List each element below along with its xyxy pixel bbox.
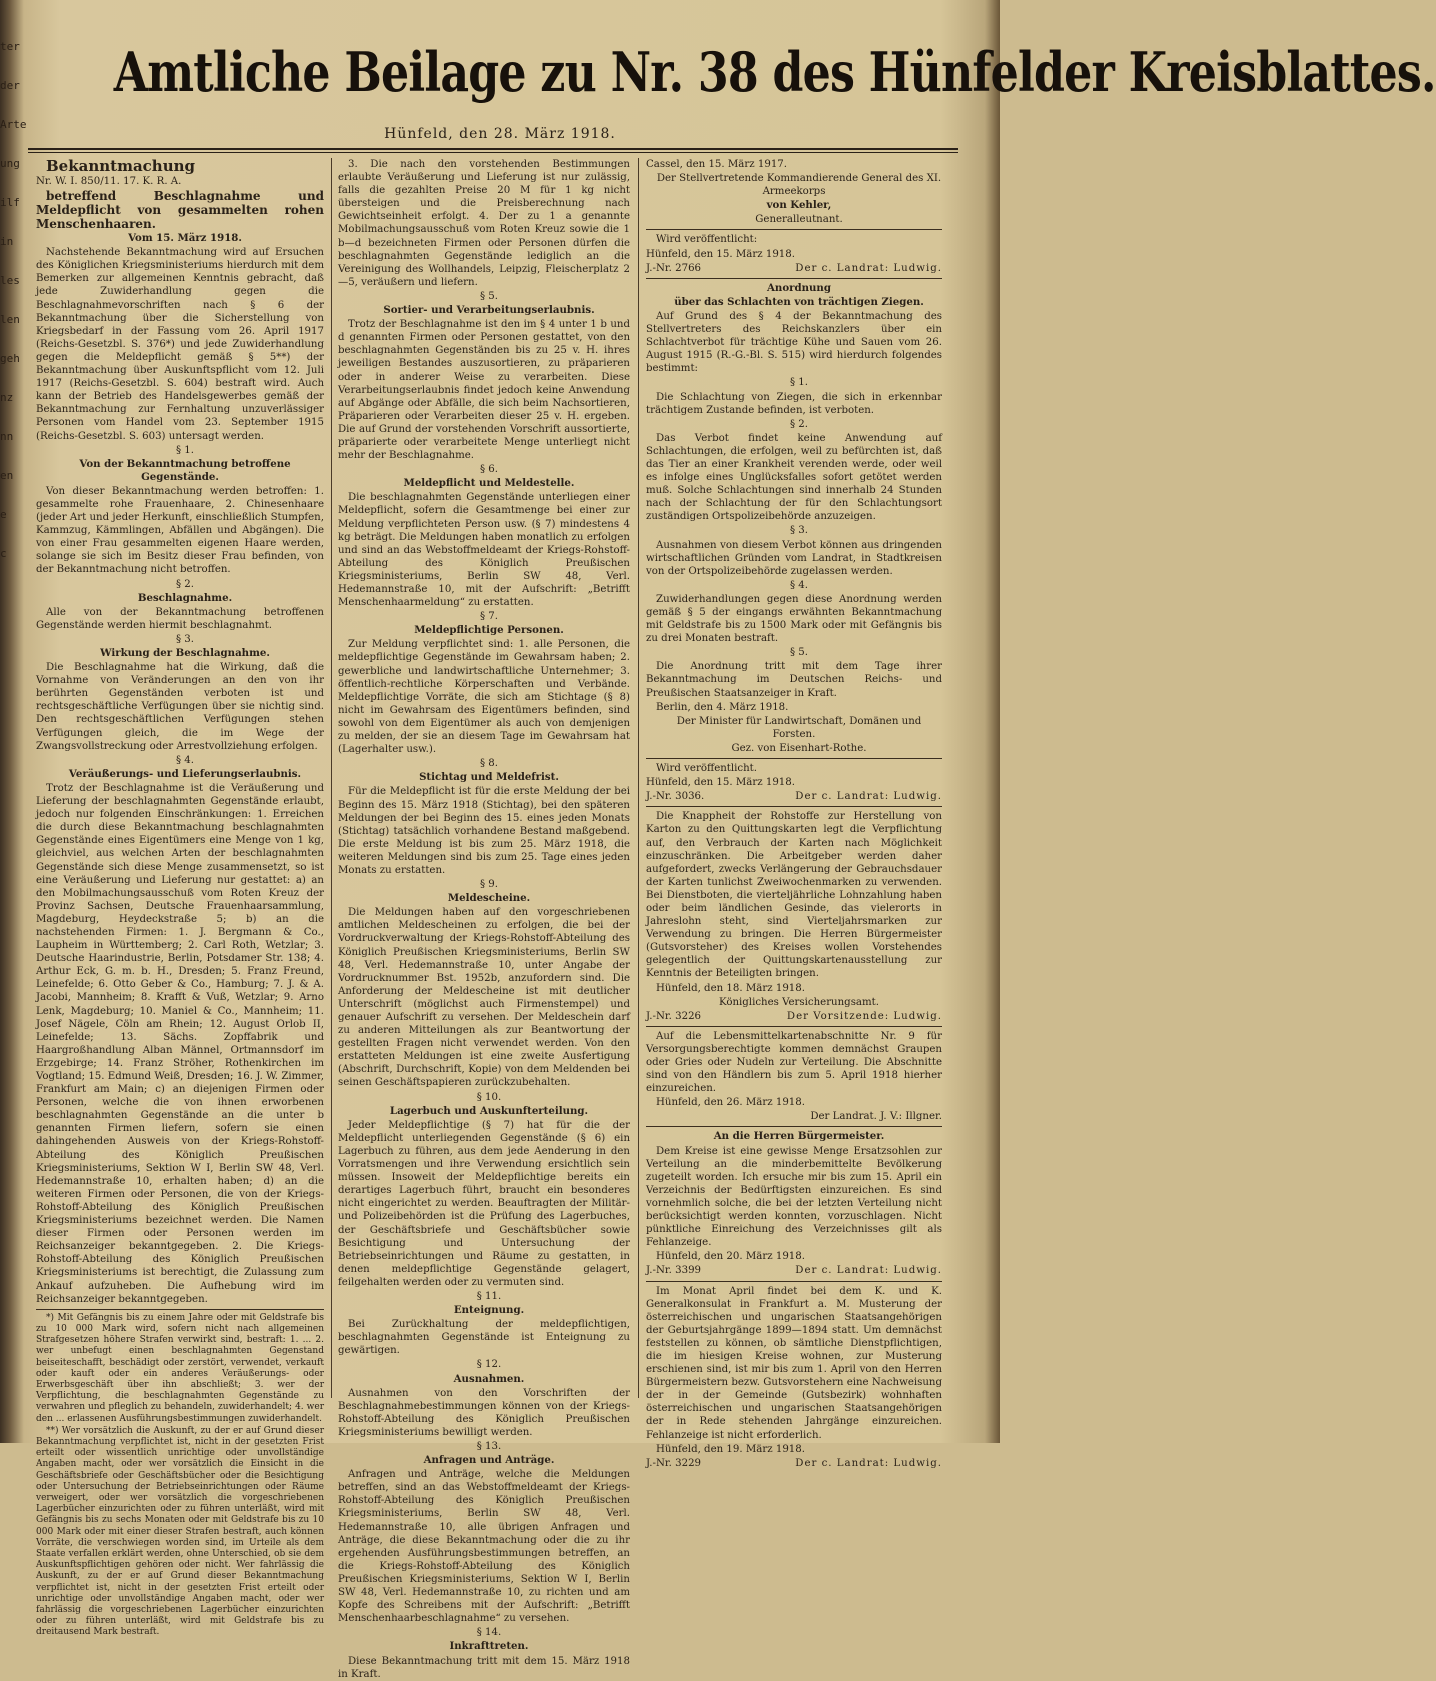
place-date: Hünfeld, den 26. März 1918. <box>656 1097 805 1109</box>
column-1 <box>36 157 324 1638</box>
section-title: Ausnahmen. <box>453 1372 525 1385</box>
section-text: Jeder Meldepflichtige (§ 7) hat für die der Meldepflicht unterliegenden Gegenstände (§ 6) ein Lagerbuch zu führen, aus dem jede Aenderung in den Vorratsmengen und ihre Verwendung ersichtlich sein müssen. Insoweit der Meldepflichtige bereits ein derartiges Lagerbuch führt, braucht ein besonderes nicht eingerichtet zu werden. Beauftragten der Militär- und Polizeibehörden ist die Prüfung des Lagerbuches, der Geschäftsbriefe und Geschäftsbücher sowie Besichtigung und Untersuchung der Betriebseinrichtungen und Räume zu gestatten, in denen meldepflichtige Gegenstände gelagert, feilgehalten werden oder zu vermuten sind. <box>338 1119 630 1288</box>
section-text: Trotz der Beschlagnahme ist den im § 4 unter 1 b und d genannten Firmen oder Personen gestattet, von den beschlagnahmten Gegenständen bis zu 25 v. H. ihres jeweiligen Bestandes auszusortieren, zu präparieren oder in anderer Weise zu verarbeiten. Diese Verarbeitungserlaubnis findet jedoch keine Anwendung auf Abgänge oder Abfälle, die sich beim Nachsortieren, Präparieren oder Verarbeiten dieser 25 v. H. ergeben. Die auf Grund der vorstehenden Vorschrift aussortierte, präparierte oder verarbeitete Menge unterliegt nicht mehr der Beschlagnahme. <box>338 319 630 462</box>
section-number: § 2. <box>789 418 809 430</box>
section-title: Lagerbuch und Auskunfterteilung. <box>389 1104 589 1117</box>
notice-title: Anordnung <box>767 281 831 294</box>
header-rule <box>28 152 958 153</box>
section-number: § 4. <box>789 579 809 591</box>
notice-text: Im Monat April findet bei dem K. und K. Generalkonsulat in Frankfurt a. M. Musterung der österreichischen und ungarischen Staatsangehörigen der Geburtsjahrgänge 1899—1894 statt. Um demnächst feststellen zu können, ob sämtliche Dienstpflichtigen, die im hiesigen Kreise wohnen, zur Musterung erschienen sind, ist mir bis zum 1. April von den Herren Bürgermeistern bezw. Gutsvorstehern eine Nachweisung der in der Gemeinde (Gutsbezirk) wohnhaften österreichischen und ungarischen Staatsangehörigen der in Rede stehenden Jahrgänge einzureichen. Fehlanzeige ist nicht erforderlich. <box>646 1285 942 1441</box>
section-number: § 4. <box>175 754 195 766</box>
section-title: Meldepflicht und Meldestelle. <box>403 477 575 490</box>
section-text: Die beschlagnahmten Gegenstände unterliegen einer Meldepflicht, sofern die Gesamtmenge bei einer zur Meldung verpflichteten Person usw. (§ 7) mindestens 4 kg beträgt. Die Meldungen haben monatlich zu erfolgen und sind an das Webstoffmeldeamt der Kriegs-Rohstoff-Abteilung des Königlich Preußischen Kriegsministeriums, Berlin SW 48, Verl. Hedemannstraße 10, mit der Aufschrift: „Betrifft Menschenhaarmeldung“ zu erstatten. <box>338 492 630 609</box>
divider <box>646 758 942 759</box>
notice-intro: Nachstehende Bekanntmachung wird auf Ersuchen des Königlichen Kriegsministeriums hierdurch mit dem Bemerken zur allgemeinen Kenntnis gebracht, daß jede Zuwiderhandlung gegen die Beschlagnahmevorschriften nach § 6 der Bekanntmachung über die Sicherstellung von Kriegsbedarf in der Fassung vom 26. April 1917 (Reichs-Gesetzbl. S. 376*) und jede Zuwiderhandlung gegen die Meldepflicht gemäß § 5**) der Bekanntmachung über Auskunftspflicht vom 12. Juli 1917 (Reichs-Gesetzbl. S. 604) bestraft wird. Auch kann der Betrieb des Handelsgewerbes gemäß der Bekanntmachung zur Fernhaltung unzuverlässiger Personen vom Handel vom 23. September 1915 (Reichs-Gesetzbl. S. 603) untersagt werden. <box>36 247 324 442</box>
strip-text: der <box>0 79 20 92</box>
office-name: Königliches Versicherungsamt. <box>719 996 879 1008</box>
official-signature: Der Landrat. J. V.: Illgner. <box>810 1111 942 1123</box>
column-divider <box>331 158 332 1398</box>
section-number: § 10. <box>476 1091 502 1103</box>
section-text: Von dieser Bekanntmachung werden betroffen: 1. gesammelte rohe Frauenhaare, 2. Chinesenhaare (jeder Art und jeder Herkunft, einschließlich Stumpfen, Kammzug, Kämmlingen, Abfällen und Abgängen). Die von einer Frau gesammelten eigenen Haare werden, solange sie sich im Besitz dieser Frau befinden, von der Bekanntmachung nicht betroffen. <box>36 485 324 576</box>
notice-title: Bekanntmachung <box>46 157 196 175</box>
section-title: Sortier- und Verarbeitungserlaubnis. <box>383 304 595 317</box>
section-title: Meldescheine. <box>447 892 531 905</box>
footnote: *) Mit Gefängnis bis zu einem Jahre oder mit Geldstrafe bis zu 10 000 Mark wird, sofern nicht nach allgemeinen Strafgesetzen höhere Strafen verwirkt sind, bestraft: 1. ... 2. wer unbefugt einen beschlagnahmten Gegenstand beiseiteschafft, beschädigt oder zerstört, verwendet, verkauft oder kauft oder ein anderes Veräußerungs- oder Erwerbsgeschäft über ihn abschließt; 3. wer der Verpflichtung, die beschlagnahmten Gegenstände zu verwahren und pfleglich zu behandeln, zuwiderhandelt; 4. wer den ... erlassenen Ausführungsbestimmungen zuwiderhandelt. <box>36 1312 324 1424</box>
section-title: Beschlagnahme. <box>137 591 233 604</box>
official-signature: Der c. Landrat: Ludwig. <box>795 262 942 274</box>
strip-text: len <box>0 313 20 326</box>
place-date: Hünfeld, den 15. März 1918. <box>646 777 795 789</box>
section-text: Ausnahmen von diesem Verbot können aus dringenden wirtschaftlichen Gründen vom Landrat, in Stadtkreisen von der Ortspolizeibehörde zugelassen werden. <box>646 539 942 577</box>
signature-row <box>646 1010 942 1023</box>
official-signature: Der Vorsitzende: Ludwig. <box>786 1010 942 1022</box>
official-signature: Der c. Landrat: Ludwig. <box>795 1265 942 1277</box>
signature-row <box>646 262 942 275</box>
section-title: Stichtag und Meldefrist. <box>419 771 559 784</box>
notice-number: Nr. W. I. 850/11. 17. K. R. A. <box>36 176 182 187</box>
section-text: Ausnahmen von den Vorschriften der Beschlagnahmebestimmungen können von der Kriegs-Rohstoff-Abteilung des Königlich Preußischen Kriegsministeriums bewilligt werden. <box>338 1387 630 1438</box>
section-title: Enteignung. <box>453 1304 525 1317</box>
notice-text: Auf die Lebensmittelkartenabschnitte Nr. 9 für Versorgungsberechtigte kommen demnächst Graupen oder Gries oder Nudeln zur Verteilung. Die Abschnitte sind von den Händlern bis zum 5. April 1918 hierher einzureichen. <box>646 1030 942 1095</box>
section-number: § 5. <box>789 647 809 659</box>
publication-note: Wird veröffentlicht: <box>656 234 758 246</box>
section-title: Veräußerungs- und Lieferungserlaubnis. <box>68 767 302 780</box>
column-3 <box>646 158 942 1469</box>
header-rule <box>28 148 958 150</box>
section-number: § 11. <box>476 1290 502 1302</box>
strip-text: ung <box>0 157 20 170</box>
place-date: Berlin, den 4. März 1918. <box>656 701 789 713</box>
strip-text: les <box>0 274 20 287</box>
section-text: Anfragen und Anträge, welche die Meldungen betreffen, sind an das Webstoffmeldeamt der Kriegs-Rohstoff-Abteilung des Königlich Preußischen Kriegsministeriums, Berlin SW 48, Verl. Hedemannstraße 10, alle übrigen Anfragen und Anträge, die diese Bekanntmachung oder die zu ihr ergehenden Ausführungsbestimmungen betreffen, an die Kriegs-Rohstoff-Abteilung des Königlich Preußischen Kriegsministeriums, Sektion W I, Berlin SW 48, Verl. Hedemannstraße 10, zu richten und am Kopfe des Schreibens mit der Aufschrift: „Betrifft Menschenhaarbeschlagnahme“ zu versehen. <box>338 1469 630 1625</box>
notice-text: Dem Kreise ist eine gewisse Menge Ersatzsohlen zur Verteilung an die minderbemittelte Bevölkerung zugeteilt worden. Ich ersuche mir bis zum 15. April ein Verzeichnis der Bedürftigsten einzureichen. Es sind vornehmlich solche, die bei der letzten Verteilung nicht berücksichtigt werden konnten, vorzuschlagen. Nicht pünktliche Einreichung des Verzeichnisses gilt als Fehlanzeige. <box>646 1145 942 1249</box>
place-date: Hünfeld, den 19. März 1918. <box>656 1443 805 1455</box>
strip-text: c <box>0 547 7 560</box>
section-number: § 1. <box>789 377 809 389</box>
section-number: § 13. <box>476 1441 502 1452</box>
publication-note: Wird veröffentlicht. <box>656 763 758 775</box>
official-signature: Der c. Landrat: Ludwig. <box>795 791 942 803</box>
journal-number: J.-Nr. 3036. <box>646 791 705 803</box>
section-title: Meldepflichtige Personen. <box>414 624 564 637</box>
section-text: 3. Die nach den vorstehenden Bestimmungen erlaubte Veräußerung und Lieferung ist nur zulässig, falls die gezahlten Preise 20 M für 1 kg nicht übersteigen und die Preisberechnung nach Gewichtseinheit erfolgt. 4. Der zu 1 a genannte Mobilmachungsausschuß vom Roten Kreuz sowie die 1 b—d bezeichneten Firmen oder Personen dürfen die beschlagnahmten Gegenstände lediglich an die Vereinigung des Wollhandels, Leipzig, Fleischerplatz 2—5, veräußern und liefern. <box>338 159 630 288</box>
section-number: § 3. <box>789 525 809 537</box>
journal-number: J.-Nr. 3229 <box>646 1457 702 1469</box>
divider <box>646 806 942 807</box>
section-text: Die Anordnung tritt mit dem Tage ihrer Bekanntmachung im Deutschen Reichs- und Preußischen Staatsanzeiger in Kraft. <box>646 661 942 699</box>
footnote-rule <box>36 1309 324 1310</box>
signature-row <box>646 790 942 803</box>
notice-date: Vom 15. März 1918. <box>128 232 242 245</box>
place-date: Hünfeld, den 20. März 1918. <box>656 1251 805 1263</box>
notice-intro: Auf Grund des § 4 der Bekanntmachung des Stellvertreters des Reichskanzlers über ein Schlachtverbot für trächtige Kühe und Sauen vom 26. August 1915 (R.-G.-Bl. S. 515) wird hierdurch folgendes bestimmt: <box>646 310 942 375</box>
divider <box>646 1026 942 1027</box>
section-title: Inkrafttreten. <box>449 1640 529 1653</box>
column-divider <box>638 158 639 1398</box>
strip-text: e <box>0 508 7 521</box>
section-title: Anfragen und Anträge. <box>423 1454 555 1467</box>
section-text: Alle von der Bekanntmachung betroffenen Gegenstände werden hiermit beschlagnahmt. <box>36 606 324 631</box>
place-date: Hünfeld, den 15. März 1918. <box>646 248 795 260</box>
journal-number: J.-Nr. 3226 <box>646 1010 702 1022</box>
signature-name: Gez. von Eisenhart-Rothe. <box>731 742 867 754</box>
section-number: § 3. <box>175 633 195 645</box>
place-date: Cassel, den 15. März 1917. <box>646 159 788 170</box>
place-date: Hünfeld, den 18. März 1918. <box>656 982 805 994</box>
signature-line: Der Stellvertretende Kommandierende General des XI. Armeekorps <box>656 173 942 198</box>
signature-row <box>646 1457 942 1470</box>
section-text: Die Beschlagnahme hat die Wirkung, daß die Vornahme von Veränderungen an den von ihr berührten Gegenständen verboten ist und rechtsgeschäftliche Verfügungen über sie nichtig sind. Den rechtsgeschäftlichen Verfügungen stehen Verfügungen gleich, die im Wege der Zwangsvollstreckung oder Arrestvollziehung erfolgen. <box>36 662 324 752</box>
dateline: Hünfeld, den 28. März 1918. <box>384 126 616 142</box>
section-text: Für die Meldepflicht ist für die erste Meldung der bei Beginn des 15. März 1918 (Stichtag), bei den späteren Meldungen der bei Beginn des 15. eines jeden Monats (Stichtag) tatsächlich vorhandene Bestand maßgebend. Die erste Meldung ist bis zum 25. März 1918, die weiteren Meldungen sind bis zum 25. Tage eines jeden Monats zu erstatten. <box>338 786 630 876</box>
journal-number: J.-Nr. 3399 <box>646 1265 702 1277</box>
section-text: Das Verbot findet keine Anwendung auf Schlachtungen, die erfolgen, weil zu befürchten ist, daß das Tier an einer Krankheit verenden werde, oder weil es infolge eines Unglücksfalles sofort getötet werden muß. Solche Schlachtungen sind innerhalb 24 Stunden nach der Schlachtung der für den Schlachtungsort zuständigen Ortspolizeibehörde anzuzeigen. <box>646 432 942 523</box>
section-text: Diese Bekanntmachung tritt mit dem 15. März 1918 in Kraft. <box>338 1655 630 1680</box>
strip-text: ilf <box>0 196 20 209</box>
section-text: Die Schlachtung von Ziegen, die sich in erkennbar trächtigem Zustande befinden, ist verboten. <box>646 391 942 416</box>
masthead-title: Amtliche Beilage zu Nr. 38 des Hünfelder Kreisblattes. <box>113 40 1436 104</box>
section-text: Die Meldungen haben auf den vorgeschriebenen amtlichen Meldescheinen zu erfolgen, die bei der Vordruckverwaltung der Kriegs-Rohstoff-Abteilung des Königlich Preußischen Kriegsministeriums, Berlin SW 48, Verl. Hedemannstraße 10, unter Angabe der Vordrucknummer Bst. 1952b, anzufordern sind. Die Anforderung der Meldescheine ist mit deutlicher Unterschrift (möglichst auch Firmenstempel) und genauer Aufschrift zu versehen. Der Meldeschein darf zu anderen Mitteilungen als zur Beantwortung der gestellten Fragen nicht verwendet werden. Von den erstatteten Meldungen ist eine zweite Ausfertigung (Abschrift, Durchschrift, Kopie) von dem Meldenden bei seinen Geschäftspapieren zurückzubehalten. <box>338 907 630 1089</box>
section-text: Zuwiderhandlungen gegen diese Anordnung werden gemäß § 5 der eingangs erwähnten Bekanntmachung mit Geldstrafe bis zu 1500 Mark oder mit Gefängnis bis zu drei Monaten bestraft. <box>646 593 942 645</box>
adjacent-page-strip <box>0 40 26 1430</box>
notice-title: An die Herren Bürgermeister. <box>713 1130 885 1143</box>
footnote: **) Wer vorsätzlich die Auskunft, zu der er auf Grund dieser Bekanntmachung verpflichtet ist, nicht in der gesetzten Frist erteilt oder wissentlich unrichtige oder unvollständige Angaben macht, oder wer vorsätzlich die Einsicht in die Geschäftsbriefe oder Geschäftsbücher oder die Besichtigung oder Untersuchung der Betriebseinrichtungen oder Räume verweigert, oder wer vorsätzlich die vorgeschriebenen Lagerbücher einzurichten oder zu führen unterläßt, wird mit Gefängnis bis zu sechs Monaten oder mit Geldstrafe bis zu 10 000 Mark oder mit einer dieser Strafen bestraft, auch können Vorräte, die verschwiegen worden sind, im Urteile als dem Staate verfallen erklärt werden, ohne Unterschied, ob sie dem Auskunftspflichtigen gehören oder nicht. Wer fahrlässig die Auskunft, zu der er auf Grund dieser Bekanntmachung verpflichtet ist, nicht in der gesetzten Frist erteilt oder unrichtige oder unvollständige Angaben macht, oder wer fahrlässig die vorgeschriebenen Lagerbücher einzurichten oder zu führen unterläßt, wird mit Geldstrafe bis zu dreitausend Mark bestraft. <box>36 1425 324 1638</box>
section-title: Von der Bekanntmachung betroffene Gegenstände. <box>79 457 291 483</box>
signature-row <box>646 1264 942 1277</box>
section-number: § 14. <box>476 1627 502 1639</box>
divider <box>646 229 942 230</box>
divider <box>646 1126 942 1127</box>
section-number: § 8. <box>479 758 499 770</box>
journal-number: J.-Nr. 2766 <box>646 262 702 274</box>
divider <box>646 278 942 279</box>
section-text: Bei Zurückhaltung der meldepflichtigen, beschlagnahmten Gegenstände ist Enteignung zu gewärtigen. <box>338 1319 630 1357</box>
section-text: Trotz der Beschlagnahme ist die Veräußerung und Lieferung der beschlagnahmten Gegenstände erlaubt, jedoch nur folgenden Einschränkungen: 1. Erreichen die durch diese Bekanntmachung beschlagnahmten Gegenstände eines Eigentümers eine Menge von 1 kg, gleichviel, aus welchen Arten der beschlagnahmten Gegenstände sich diese Menge zusammensetzt, so ist eine Veräußerung und Lieferung nur gestattet: a) an den Mobilmachungsausschuß vom Roten Kreuz der Provinz Sachsen, Deutsche Frauenhaarsammlung, Magdeburg, Heydeckstraße 5; b) an die nachstehenden Firmen: 1. J. Bergmann & Co., Laupheim in Württemberg; 2. Carl Roth, Wetzlar; 3. Deutsche Haarindustrie, Berlin, Potsdamer Str. 138; 4. Arthur Eck, G. m. b. H., Dresden; 5. Franz Freund, Leinefelde; 6. Otto Geber & Co., Hamburg; 7. J. & A. Jacobi, Mannheim; 8. Krafft & Vuß, Wetzlar; 9. Arno Lenk, Magdeburg; 10. Maniel & Co., Mannheim; 11. Josef Nägele, Cöln am Rhein; 12. August Orlob II, Leinefelde; 13. Sächs. Zopffabrik und Haargroßhandlung Alban Männel, Ortmannsdorf im Erzgebirge; 14. Franz Ströher, Rothenkirchen im Vogtland; 15. Edmund Weiß, Dresden; 16. J. W. Zimmer, Frankfurt am Main; c) an diejenigen Firmen oder Personen, welche die von ihnen erworbenen beschlagnahmten Gegenstände an die unter b genannten Firmen liefern, sofern sie einen dahingehenden Ausweis von der Kriegs-Rohstoff-Abteilung des Königlich Preußischen Kriegsministeriums, Sektion W I, Berlin SW 48, Verl. Hedemannstraße 10, erhalten haben; d) an die weiteren Firmen oder Personen, die von der Kriegs-Rohstoff-Abteilung des Königlich Preußischen Kriegsministeriums bezeichnet werden. Die Namen dieser Firmen oder Personen werden im Reichsanzeiger bekanntgegeben. 2. Die Kriegs-Rohstoff-Abteilung des Königlich Preußischen Kriegsministeriums ist berechtigt, die Zulassung zum Ankauf aufzuheben. Die Aufhebung wird im Reichsanzeiger bekanntgegeben. <box>36 782 324 1305</box>
strip-text: in <box>0 235 14 248</box>
divider <box>646 1281 942 1282</box>
signature-rank: Generalleutnant. <box>755 214 843 226</box>
official-signature: Der c. Landrat: Ludwig. <box>795 1457 942 1469</box>
section-number: § 6. <box>479 464 499 476</box>
section-number: § 7. <box>479 611 499 623</box>
section-number: § 12. <box>476 1359 502 1371</box>
section-number: § 2. <box>175 578 195 590</box>
section-title: Wirkung der Beschlagnahme. <box>100 647 270 659</box>
notice-text: Die Knappheit der Rohstoffe zur Herstellung von Karton zu den Quittungskarten legt die Verpflichtung auf, den Verbrauch der Karten nach Möglichkeit einzuschränken. Die Arbeitgeber werden daher aufgefordert, zwecks Verlängerung der Gebrauchsdauer der Karten tunlichst Zweiwochenmarken zu verwenden. Bei Dienstboten, die vierteljährliche Lohnzahlung haben oder beim ländlichen Gesinde, das vielerorts in Jahreslohn steht, sind Vierteljahrsmarken zur Verwendung zu bringen. Die Herren Bürgermeister (Gutsvorsteher) des Kreises wollen Vorstehendes gelegentlich der Quittungskartenausstellung zur Kenntnis der Beteiligten bringen. <box>646 811 942 980</box>
strip-text: Arte <box>0 118 27 131</box>
strip-text: geh <box>0 352 20 365</box>
strip-text: nz <box>0 391 14 404</box>
section-number: § 1. <box>175 444 195 456</box>
section-number: § 9. <box>479 879 499 891</box>
strip-text: ter <box>0 40 20 53</box>
column-2 <box>338 158 630 1680</box>
strip-text: nn <box>0 430 14 443</box>
section-number: § 5. <box>479 290 499 302</box>
notice-subject: betreffend Beschlagnahme und Meldepflicht von gesammelten rohen Menschenhaaren. <box>36 189 324 232</box>
notice-subtitle: über das Schlachten von trächtigen Ziegen. <box>674 295 924 308</box>
strip-text: en <box>0 469 14 482</box>
signature-line: Der Minister für Landwirtschaft, Domänen und Forsten. <box>676 715 922 740</box>
signature-name: von Kehler, <box>766 199 832 212</box>
section-text: Zur Meldung verpflichtet sind: 1. alle Personen, die meldepflichtige Gegenstände im Gewahrsam haben; 2. gewerbliche und landwirtschaftliche Unternehmer; 3. öffentlich-rechtliche Körperschaften und Verbände. Meldepflichtige Vorräte, die sich am Stichtage (§ 8) nicht im Gewahrsam des Eigentümers befinden, sind sowohl von dem Eigentümer als auch von demjenigen zu melden, der sie an diesem Tage im Gewahrsam hat (Lagerhalter usw.). <box>338 639 630 756</box>
